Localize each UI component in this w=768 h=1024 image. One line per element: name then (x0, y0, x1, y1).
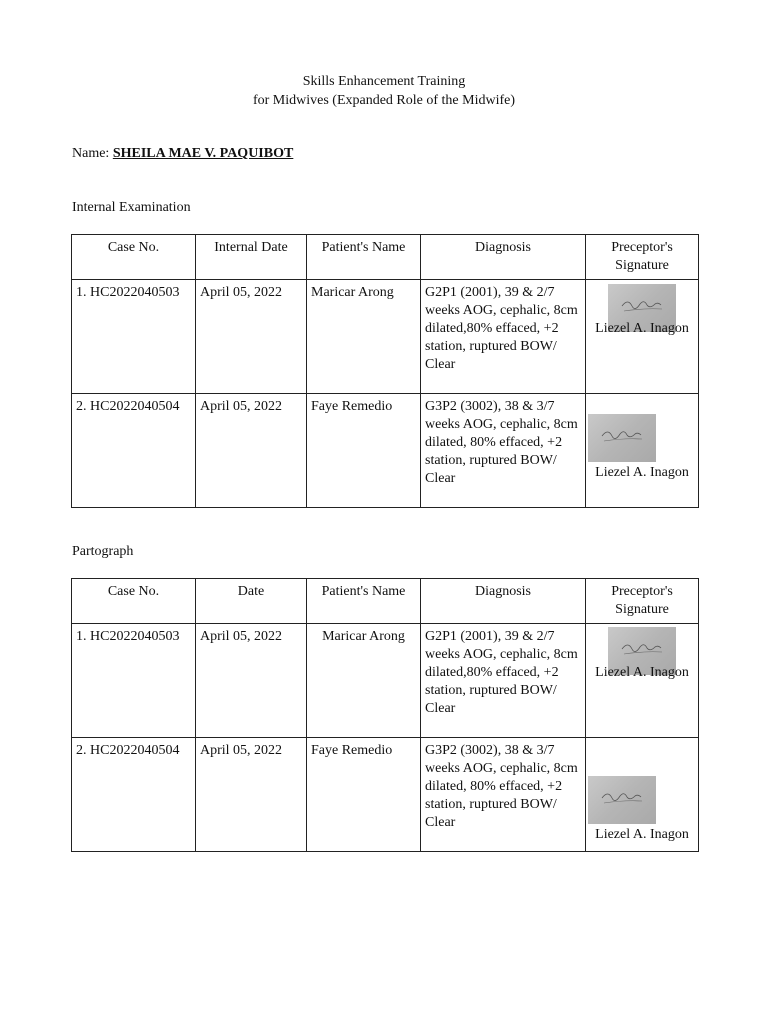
column-header-signature: Preceptor's Signature (586, 579, 699, 624)
partograph-table (71, 578, 699, 852)
case-no-cell: 1. HC2022040503 (72, 624, 196, 738)
signature-cell (586, 738, 699, 852)
preceptor-name: Liezel A. Inagon (595, 465, 689, 480)
case-no-cell: 2. HC2022040504 (72, 738, 196, 852)
column-header-patient: Patient's Name (307, 235, 421, 280)
preceptor-name: Liezel A. Inagon (595, 827, 689, 842)
internal-exam-section-title: Internal Examination (72, 200, 191, 215)
case-no-cell: 1. HC2022040503 (72, 280, 196, 394)
signature-cell (586, 624, 699, 738)
date-cell: April 05, 2022 (196, 280, 307, 394)
table-header-row (72, 579, 699, 624)
signature-image (588, 414, 656, 462)
diagnosis-cell: G2P1 (2001), 39 & 2/7 weeks AOG, cephalic, 8cm dilated,80% effaced, +2 station, ruptured BOW/ Clear (421, 624, 586, 738)
column-header-case-no: Case No. (72, 235, 196, 280)
date-cell: April 05, 2022 (196, 394, 307, 508)
trainee-name-label: Name: (72, 146, 113, 161)
table-row (72, 394, 699, 508)
patient-cell: Maricar Arong (307, 624, 421, 738)
table-row (72, 738, 699, 852)
trainee-name-line (72, 145, 293, 163)
date-cell: April 05, 2022 (196, 738, 307, 852)
partograph-section-title: Partograph (72, 544, 134, 559)
table-header-row (72, 235, 699, 280)
column-header-diagnosis: Diagnosis (421, 579, 586, 624)
document-title-line-1: Skills Enhancement Training (302, 74, 466, 89)
column-header-date: Date (196, 579, 307, 624)
diagnosis-cell: G3P2 (3002), 38 & 3/7 weeks AOG, cephalic, 8cm dilated, 80% effaced, +2 station, ruptured BOW/ Clear (421, 738, 586, 852)
column-header-date: Internal Date (196, 235, 307, 280)
table-row (72, 280, 699, 394)
patient-cell: Maricar Arong (307, 280, 421, 394)
column-header-patient: Patient's Name (307, 579, 421, 624)
case-no-cell: 2. HC2022040504 (72, 394, 196, 508)
column-header-diagnosis: Diagnosis (421, 235, 586, 280)
patient-cell: Faye Remedio (307, 394, 421, 508)
column-header-case-no: Case No. (72, 579, 196, 624)
signature-image (588, 776, 656, 824)
diagnosis-cell: G2P1 (2001), 39 & 2/7 weeks AOG, cephalic, 8cm dilated,80% effaced, +2 station, ruptured BOW/ Clear (421, 280, 586, 394)
internal-exam-table (71, 234, 699, 508)
date-cell: April 05, 2022 (196, 624, 307, 738)
column-header-signature: Preceptor's Signature (586, 235, 699, 280)
signature-cell (586, 280, 699, 394)
trainee-name-value: SHEILA MAE V. PAQUIBOT (112, 146, 294, 161)
diagnosis-cell: G3P2 (3002), 38 & 3/7 weeks AOG, cephalic, 8cm dilated, 80% effaced, +2 station, ruptured BOW/ Clear (421, 394, 586, 508)
preceptor-name: Liezel A. Inagon (595, 665, 689, 680)
signature-cell (586, 394, 699, 508)
document-title-line-2: for Midwives (Expanded Role of the Midwife) (252, 93, 516, 108)
patient-cell: Faye Remedio (307, 738, 421, 852)
preceptor-name: Liezel A. Inagon (595, 321, 689, 336)
table-row (72, 624, 699, 738)
